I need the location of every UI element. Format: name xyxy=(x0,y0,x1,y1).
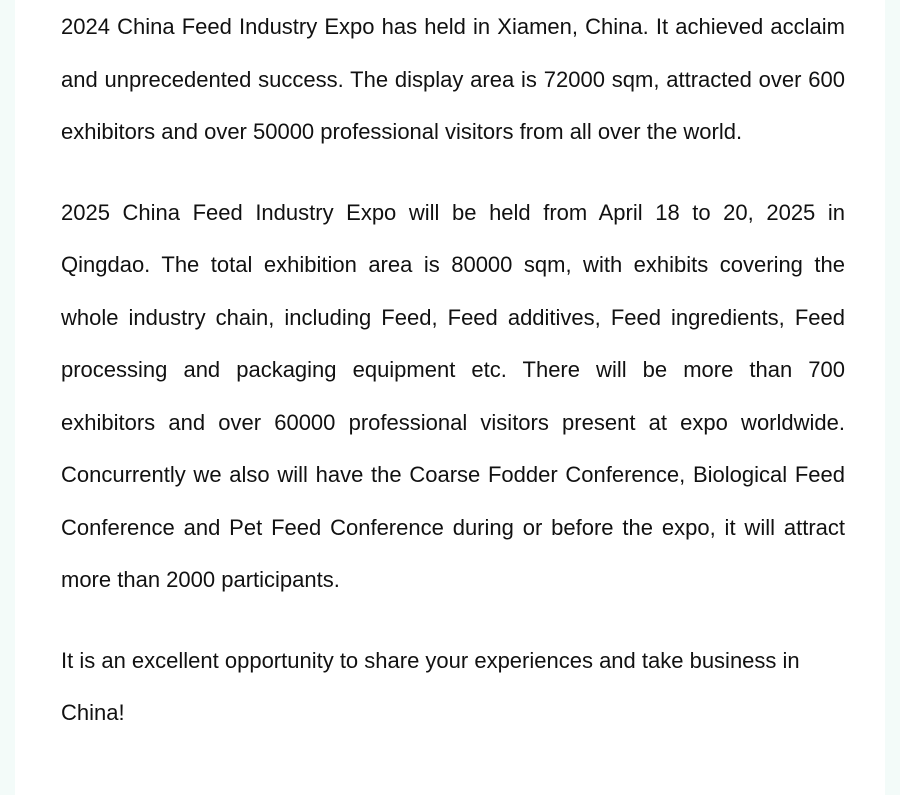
paragraph-2024-expo: 2024 China Feed Industry Expo has held in Xiamen, China. It achieved acclaim and unprecedented success. The display area is 72000 sqm, attracted over 600 exhibitors and over 50000 professional visitors from all over the world. xyxy=(61,14,845,144)
paragraph-spacer xyxy=(61,159,845,187)
paragraph-2025-expo: 2025 China Feed Industry Expo will be held from April 18 to 20, 2025 in Qingdao. The total exhibition area is 80000 sqm, with exhibits covering the whole industry chain, including Feed, Feed additives, Feed ingredients, Feed processing and packaging equipment etc. There will be more than 700 exhibitors and over 60000 professional visitors present at expo worldwide. Concurrently we also will have the Coarse Fodder Conference, Biological Feed Conference and Pet Feed Conference during or before the expo, it will attract more than 2000 participants. xyxy=(61,199,845,592)
article-body xyxy=(61,1,845,740)
paragraph-spacer xyxy=(61,607,845,635)
paragraph-opportunity: It is an excellent opportunity to share your experiences and take business in China! xyxy=(61,647,800,725)
document-page xyxy=(15,0,885,795)
